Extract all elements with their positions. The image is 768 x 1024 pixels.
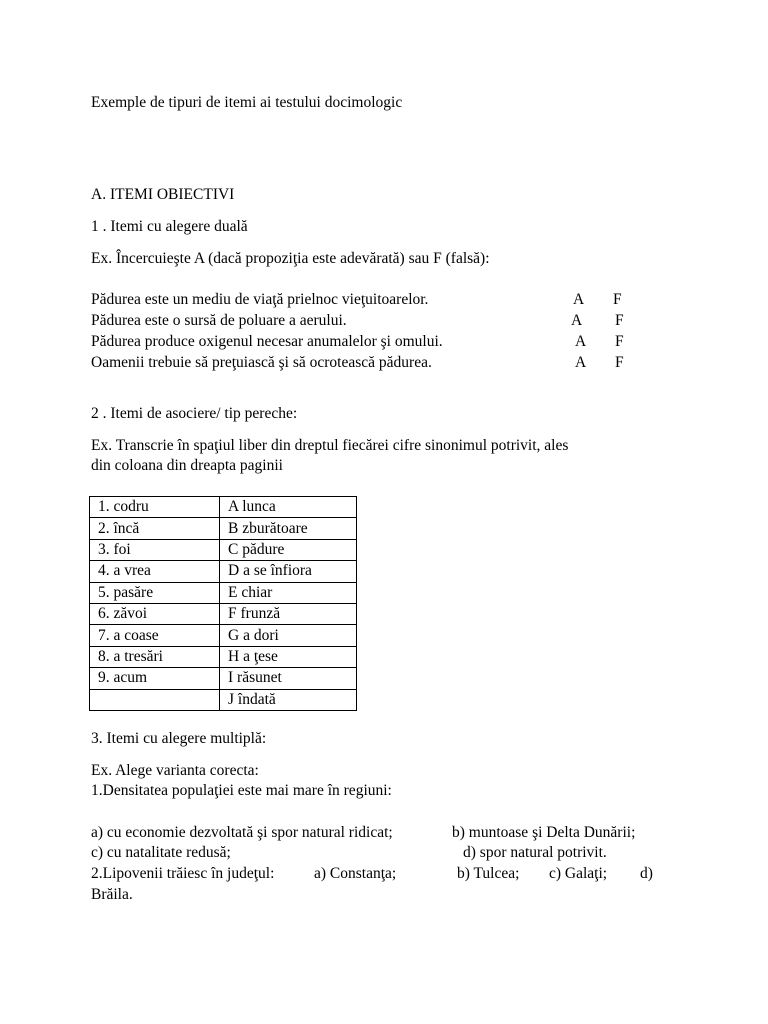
right-column-cell: B zburătoare (220, 518, 357, 539)
question-1-answers-row1 (91, 823, 691, 843)
left-column-cell[interactable]: 5. pasăre (90, 582, 220, 603)
left-column-cell[interactable]: 6. zăvoi (90, 603, 220, 624)
left-column-cell[interactable]: 4. a vrea (90, 561, 220, 582)
option-f[interactable]: F (615, 312, 624, 329)
answer-option-b[interactable]: b) Tulcea; (457, 865, 520, 882)
matching-table-row (90, 497, 357, 518)
left-column-cell[interactable] (90, 689, 220, 710)
matching-table-row (90, 646, 357, 667)
question-2-option-d-continued[interactable]: Brăila. (91, 886, 133, 903)
left-column-cell[interactable]: 3. foi (90, 539, 220, 560)
right-column-cell: D a se înfiora (220, 561, 357, 582)
answer-option-a[interactable]: a) Constanţa; (314, 865, 397, 882)
matching-table-row (90, 625, 357, 646)
answer-option-d[interactable]: d) (640, 865, 653, 882)
right-column-cell: E chiar (220, 582, 357, 603)
statement-text: Pădurea este o sursă de poluare a aerului. (91, 312, 347, 329)
right-column-cell: C pădure (220, 539, 357, 560)
option-f[interactable]: F (615, 333, 624, 350)
answer-option-d[interactable]: d) spor natural potrivit. (463, 844, 607, 861)
matching-table-row (90, 539, 357, 560)
matching-table (89, 496, 357, 711)
true-false-statement (91, 290, 651, 310)
matching-table-row (90, 582, 357, 603)
item1-heading: 1 . Itemi cu alegere duală (91, 218, 248, 235)
answer-option-a[interactable]: a) cu economie dezvoltată şi spor natural ridicat; (91, 824, 393, 841)
right-column-cell: I răsunet (220, 668, 357, 689)
left-column-cell[interactable]: 1. codru (90, 497, 220, 518)
right-column-cell: G a dori (220, 625, 357, 646)
matching-table-row (90, 603, 357, 624)
option-a[interactable]: A (571, 312, 583, 329)
item2-instruction-continued: din coloana din dreapta paginii (91, 457, 283, 474)
right-column-cell: F frunză (220, 603, 357, 624)
left-column-cell[interactable]: 7. a coase (90, 625, 220, 646)
matching-table-row (90, 518, 357, 539)
option-a[interactable]: A (575, 354, 587, 371)
left-column-cell[interactable]: 2. încă (90, 518, 220, 539)
answer-option-c[interactable]: c) cu natalitate redusă; (91, 844, 231, 861)
document-title: Exemple de tipuri de itemi ai testului docimologic (91, 94, 403, 111)
left-column-cell[interactable]: 8. a tresări (90, 646, 220, 667)
right-column-cell: A lunca (220, 497, 357, 518)
item3-instruction: Ex. Alege varianta corecta: (91, 762, 259, 779)
statement-text: Pădurea produce oxigenul necesar anumalelor şi omului. (91, 333, 443, 350)
item2-heading: 2 . Itemi de asociere/ tip pereche: (91, 405, 298, 422)
matching-table-row (90, 689, 357, 710)
option-f[interactable]: F (613, 291, 622, 308)
matching-table-row (90, 561, 357, 582)
answer-option-c[interactable]: c) Galaţi; (549, 865, 608, 882)
question-2-row (91, 864, 691, 884)
statement-text: Oamenii trebuie să preţuiască şi să ocrotească pădurea. (91, 354, 432, 371)
question-1-answers-row2 (91, 843, 691, 863)
right-column-cell: H a ţese (220, 646, 357, 667)
item2-instruction: Ex. Transcrie în spaţiul liber din dreptul fiecărei cifre sinonimul potrivit, ales (91, 437, 569, 454)
option-a[interactable]: A (575, 333, 587, 350)
option-a[interactable]: A (573, 291, 585, 308)
matching-table-row (90, 668, 357, 689)
true-false-statement (91, 332, 651, 352)
question-2: 2.Lipovenii trăiesc în judeţul: (91, 865, 275, 882)
right-column-cell: J îndată (220, 689, 357, 710)
true-false-statement (91, 353, 651, 373)
question-1: 1.Densitatea populaţiei este mai mare în regiuni: (91, 782, 392, 799)
section-a-heading: A. ITEMI OBIECTIVI (91, 186, 235, 203)
true-false-statement (91, 311, 651, 331)
item1-instruction: Ex. Încercuieşte A (dacă propoziţia este adevărată) sau F (falsă): (91, 250, 490, 267)
left-column-cell[interactable]: 9. acum (90, 668, 220, 689)
item3-heading: 3. Itemi cu alegere multiplă: (91, 730, 267, 747)
statement-text: Pădurea este un mediu de viaţă prielnoc vieţuitoarelor. (91, 291, 429, 308)
option-f[interactable]: F (615, 354, 624, 371)
answer-option-b[interactable]: b) muntoase şi Delta Dunării; (452, 824, 636, 841)
